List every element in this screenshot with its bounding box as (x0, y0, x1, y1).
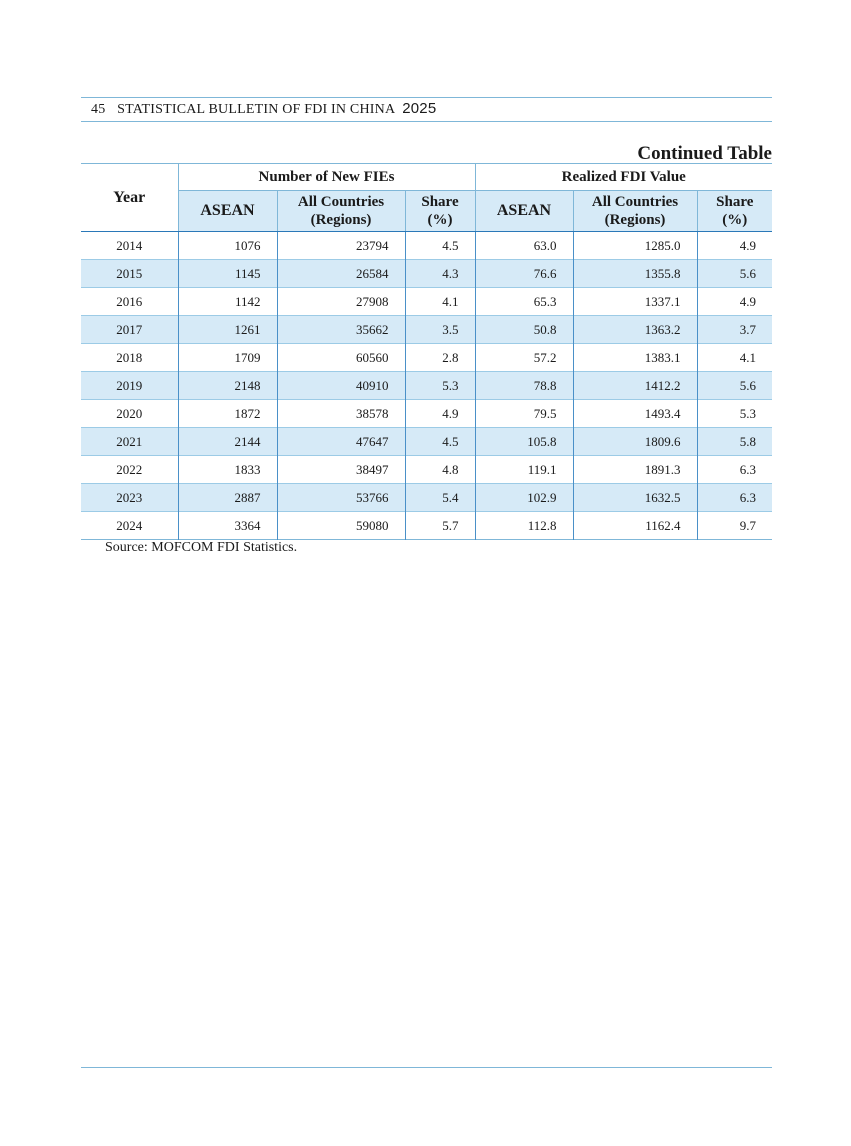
value-cell: 3364 (178, 512, 277, 540)
value-cell: 5.3 (405, 372, 475, 400)
publication-year: 2025 (402, 100, 437, 117)
value-cell: 1285.0 (573, 232, 697, 260)
value-cell: 35662 (277, 316, 405, 344)
value-cell: 1261 (178, 316, 277, 344)
value-cell: 2144 (178, 428, 277, 456)
value-cell: 1809.6 (573, 428, 697, 456)
table-row (81, 428, 772, 456)
value-cell: 5.6 (697, 260, 772, 288)
publication-title: STATISTICAL BULLETIN OF FDI IN CHINA (117, 102, 395, 117)
value-cell: 3.5 (405, 316, 475, 344)
col-header-line: All Countries (591, 194, 679, 210)
value-cell: 6.3 (739, 461, 757, 477)
value-cell: 4.5 (405, 428, 475, 456)
value-cell: 47647 (277, 428, 405, 456)
value-cell: 5.4 (405, 484, 475, 512)
table-row (81, 484, 772, 512)
value-cell: 2148 (178, 372, 277, 400)
value-cell: 1891.3 (573, 456, 697, 484)
group-header-realized-fdi: Realized FDI Value (475, 164, 772, 191)
value-cell: 23794 (277, 232, 405, 260)
value-cell: 102.9 (475, 484, 573, 512)
value-cell: 26584 (277, 260, 405, 288)
value-cell: 4.1 (739, 349, 757, 365)
table-caption: Continued Table (637, 143, 772, 164)
group-header-new-fies: Number of New FIEs (178, 164, 475, 191)
value-cell: 4.3 (405, 260, 475, 288)
value-cell: 65.3 (475, 288, 573, 316)
value-cell: 4.5 (405, 232, 475, 260)
value-cell: 6.3 (697, 484, 772, 512)
year-cell: 2019 (81, 372, 178, 400)
value-cell: 5.3 (739, 405, 757, 421)
value-cell: 1337.1 (573, 288, 697, 316)
col-header-asean-fies: ASEAN (178, 191, 277, 232)
col-header-share-fdi (697, 191, 772, 232)
value-cell: 4.9 (405, 400, 475, 428)
value-cell: 1145 (178, 260, 277, 288)
value-cell: 38578 (277, 400, 405, 428)
year-cell: 2022 (81, 456, 178, 484)
value-cell: 1142 (178, 288, 277, 316)
col-header-share-fies (405, 191, 475, 232)
year-cell: 2023 (81, 484, 178, 512)
value-cell: 1076 (178, 232, 277, 260)
value-cell: 119.1 (475, 456, 573, 484)
table-row (81, 400, 772, 428)
table-row (81, 288, 772, 316)
value-cell: 63.0 (475, 232, 573, 260)
col-header-line: (%) (427, 212, 453, 228)
table-row (81, 456, 772, 484)
table-row (81, 372, 772, 400)
year-cell: 2020 (81, 400, 178, 428)
value-cell: 5.7 (405, 512, 475, 540)
col-header-all-countries-fies (277, 191, 405, 232)
value-cell: 53766 (277, 484, 405, 512)
value-cell: 1162.4 (573, 512, 697, 540)
value-cell: 50.8 (475, 316, 573, 344)
year-cell: 2014 (81, 232, 178, 260)
year-cell: 2021 (81, 428, 178, 456)
value-cell: 79.5 (475, 400, 573, 428)
bottom-rule (81, 1067, 772, 1068)
value-cell: 2887 (178, 484, 277, 512)
value-cell: 4.9 (739, 293, 757, 309)
source-note: Source: MOFCOM FDI Statistics. (105, 540, 298, 555)
value-cell: 1632.5 (573, 484, 697, 512)
value-cell: 4.1 (405, 288, 475, 316)
year-cell: 2015 (81, 260, 178, 288)
fdi-table (81, 163, 772, 540)
value-cell: 5.8 (697, 428, 772, 456)
year-cell: 2018 (81, 344, 178, 372)
value-cell: 2.8 (405, 344, 475, 372)
value-cell: 1412.2 (573, 372, 697, 400)
col-header-line: All Countries (297, 194, 385, 210)
col-header-line: (Regions) (310, 212, 372, 228)
value-cell: 1363.2 (573, 316, 697, 344)
value-cell: 27908 (277, 288, 405, 316)
value-cell: 1872 (178, 400, 277, 428)
col-header-asean-fdi: ASEAN (475, 191, 573, 232)
value-cell: 1833 (178, 456, 277, 484)
value-cell: 40910 (277, 372, 405, 400)
table-row (81, 232, 772, 260)
value-cell: 60560 (277, 344, 405, 372)
page-number: 45 (91, 102, 106, 117)
value-cell: 78.8 (475, 372, 573, 400)
value-cell: 4.8 (405, 456, 475, 484)
value-cell: 112.8 (475, 512, 573, 540)
value-cell: 1709 (178, 344, 277, 372)
top-rule (81, 97, 772, 98)
header-rule (81, 121, 772, 122)
running-header (91, 100, 436, 118)
value-cell: 4.9 (739, 237, 757, 253)
table-body (81, 232, 772, 540)
year-cell: 2024 (81, 512, 178, 540)
col-header-line: (%) (722, 212, 748, 228)
year-cell: 2017 (81, 316, 178, 344)
col-header-line: Share (421, 194, 459, 210)
col-header-line: Share (716, 194, 754, 210)
value-cell: 1383.1 (573, 344, 697, 372)
table-row (81, 316, 772, 344)
value-cell: 5.6 (697, 372, 772, 400)
col-header-line: (Regions) (604, 212, 666, 228)
value-cell: 38497 (277, 456, 405, 484)
value-cell: 59080 (277, 512, 405, 540)
table-row (81, 260, 772, 288)
year-cell: 2016 (81, 288, 178, 316)
value-cell: 1493.4 (573, 400, 697, 428)
value-cell: 76.6 (475, 260, 573, 288)
value-cell: 57.2 (475, 344, 573, 372)
col-header-all-countries-fdi (573, 191, 697, 232)
table-row (81, 512, 772, 540)
year-header: Year (81, 164, 178, 232)
table-row (81, 344, 772, 372)
value-cell: 1355.8 (573, 260, 697, 288)
value-cell: 105.8 (475, 428, 573, 456)
value-cell: 3.7 (697, 316, 772, 344)
value-cell: 9.7 (739, 517, 757, 533)
